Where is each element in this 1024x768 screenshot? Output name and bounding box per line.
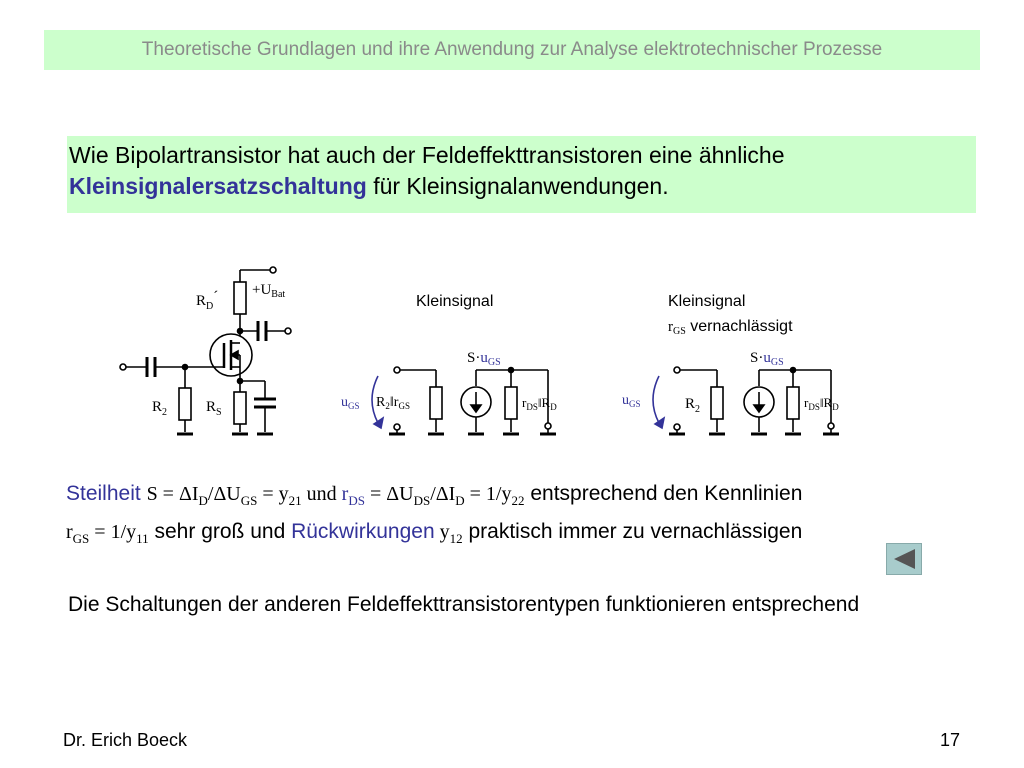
label-r2-3: $R_2$ <box>685 396 701 415</box>
resistor-rd <box>234 282 246 314</box>
caption-kleinsignal: Kleinsignal <box>416 293 494 310</box>
label-supply: $+U_{Bat}$ <box>252 282 286 300</box>
header-title: Theoretische Grundlagen und ihre Anwendung zur Analyse elektrotechnischer Prozesse <box>141 39 883 60</box>
label-rd: $R_D´$ <box>196 289 219 312</box>
formula-tail2: praktisch immer zu vernachlässigen <box>462 520 803 543</box>
label-rds-rd-2: $r_{DS}‖R_D$ <box>522 395 557 412</box>
formula-y12: $y_{12}$ <box>434 521 463 546</box>
caption-rgs-neglected: $r_{GS}$ vernachlässigt <box>668 318 793 337</box>
label-ugs-3: $u_{GS}$ <box>622 393 641 409</box>
formula-tail1: entsprechend den Kennlinien <box>524 482 803 505</box>
label-rs: $R_S$ <box>206 399 222 418</box>
label-rueckwirkungen: Rückwirkungen <box>291 520 435 543</box>
label-r2-rgs: $R_2‖r_{GS}$ <box>376 395 410 411</box>
back-button[interactable] <box>886 543 922 575</box>
formula-rgs: $r_{GS} = 1/y_{11}$ <box>66 521 149 546</box>
label-source-2: $S\cdot u_{GS}$ <box>467 350 501 368</box>
resistor-r2 <box>711 387 723 419</box>
label-ugs-2: $u_{GS}$ <box>341 395 360 411</box>
triangle-left-icon <box>887 544 921 574</box>
caption-kleinsignal-2: Kleinsignal <box>668 293 746 310</box>
intro-line1: Wie Bipolartransistor hat auch der Feldeffekttransistoren eine ähnliche <box>69 142 785 168</box>
formula-s: $S = \Delta I_D/\Delta U_{GS} = y_{21}$ und $r_{DS} = \Delta U_{DS}/\Delta I_D = 1/y_{22}$ <box>146 483 525 508</box>
intro-line2: für Kleinsignalanwendungen. <box>366 173 669 199</box>
formula-block <box>66 478 996 554</box>
label-source-3: $S\cdot u_{GS}$ <box>750 350 784 368</box>
resistor-rds-rd <box>787 387 799 419</box>
circuit3-small-signal-rgs-neglected <box>653 367 839 434</box>
label-steilheit: Steilheit <box>66 482 141 505</box>
resistor-r2-rgs <box>430 387 442 419</box>
formula-mid: sehr groß und <box>148 520 292 543</box>
label-r2: $R_2$ <box>152 399 168 418</box>
page-number: 17 <box>940 730 961 750</box>
footer-author: Dr. Erich Boeck <box>63 730 188 750</box>
intro-highlight: Kleinsignalersatzschaltung <box>69 173 367 199</box>
resistor-r2 <box>179 388 191 420</box>
resistor-rds-rd <box>505 387 517 419</box>
label-rds-rd-3: $r_{DS}‖R_D$ <box>804 395 839 412</box>
note-text: Die Schaltungen der anderen Feldeffekttransistorentypen funktionieren entsprechend <box>68 593 860 616</box>
resistor-rs <box>234 392 246 424</box>
